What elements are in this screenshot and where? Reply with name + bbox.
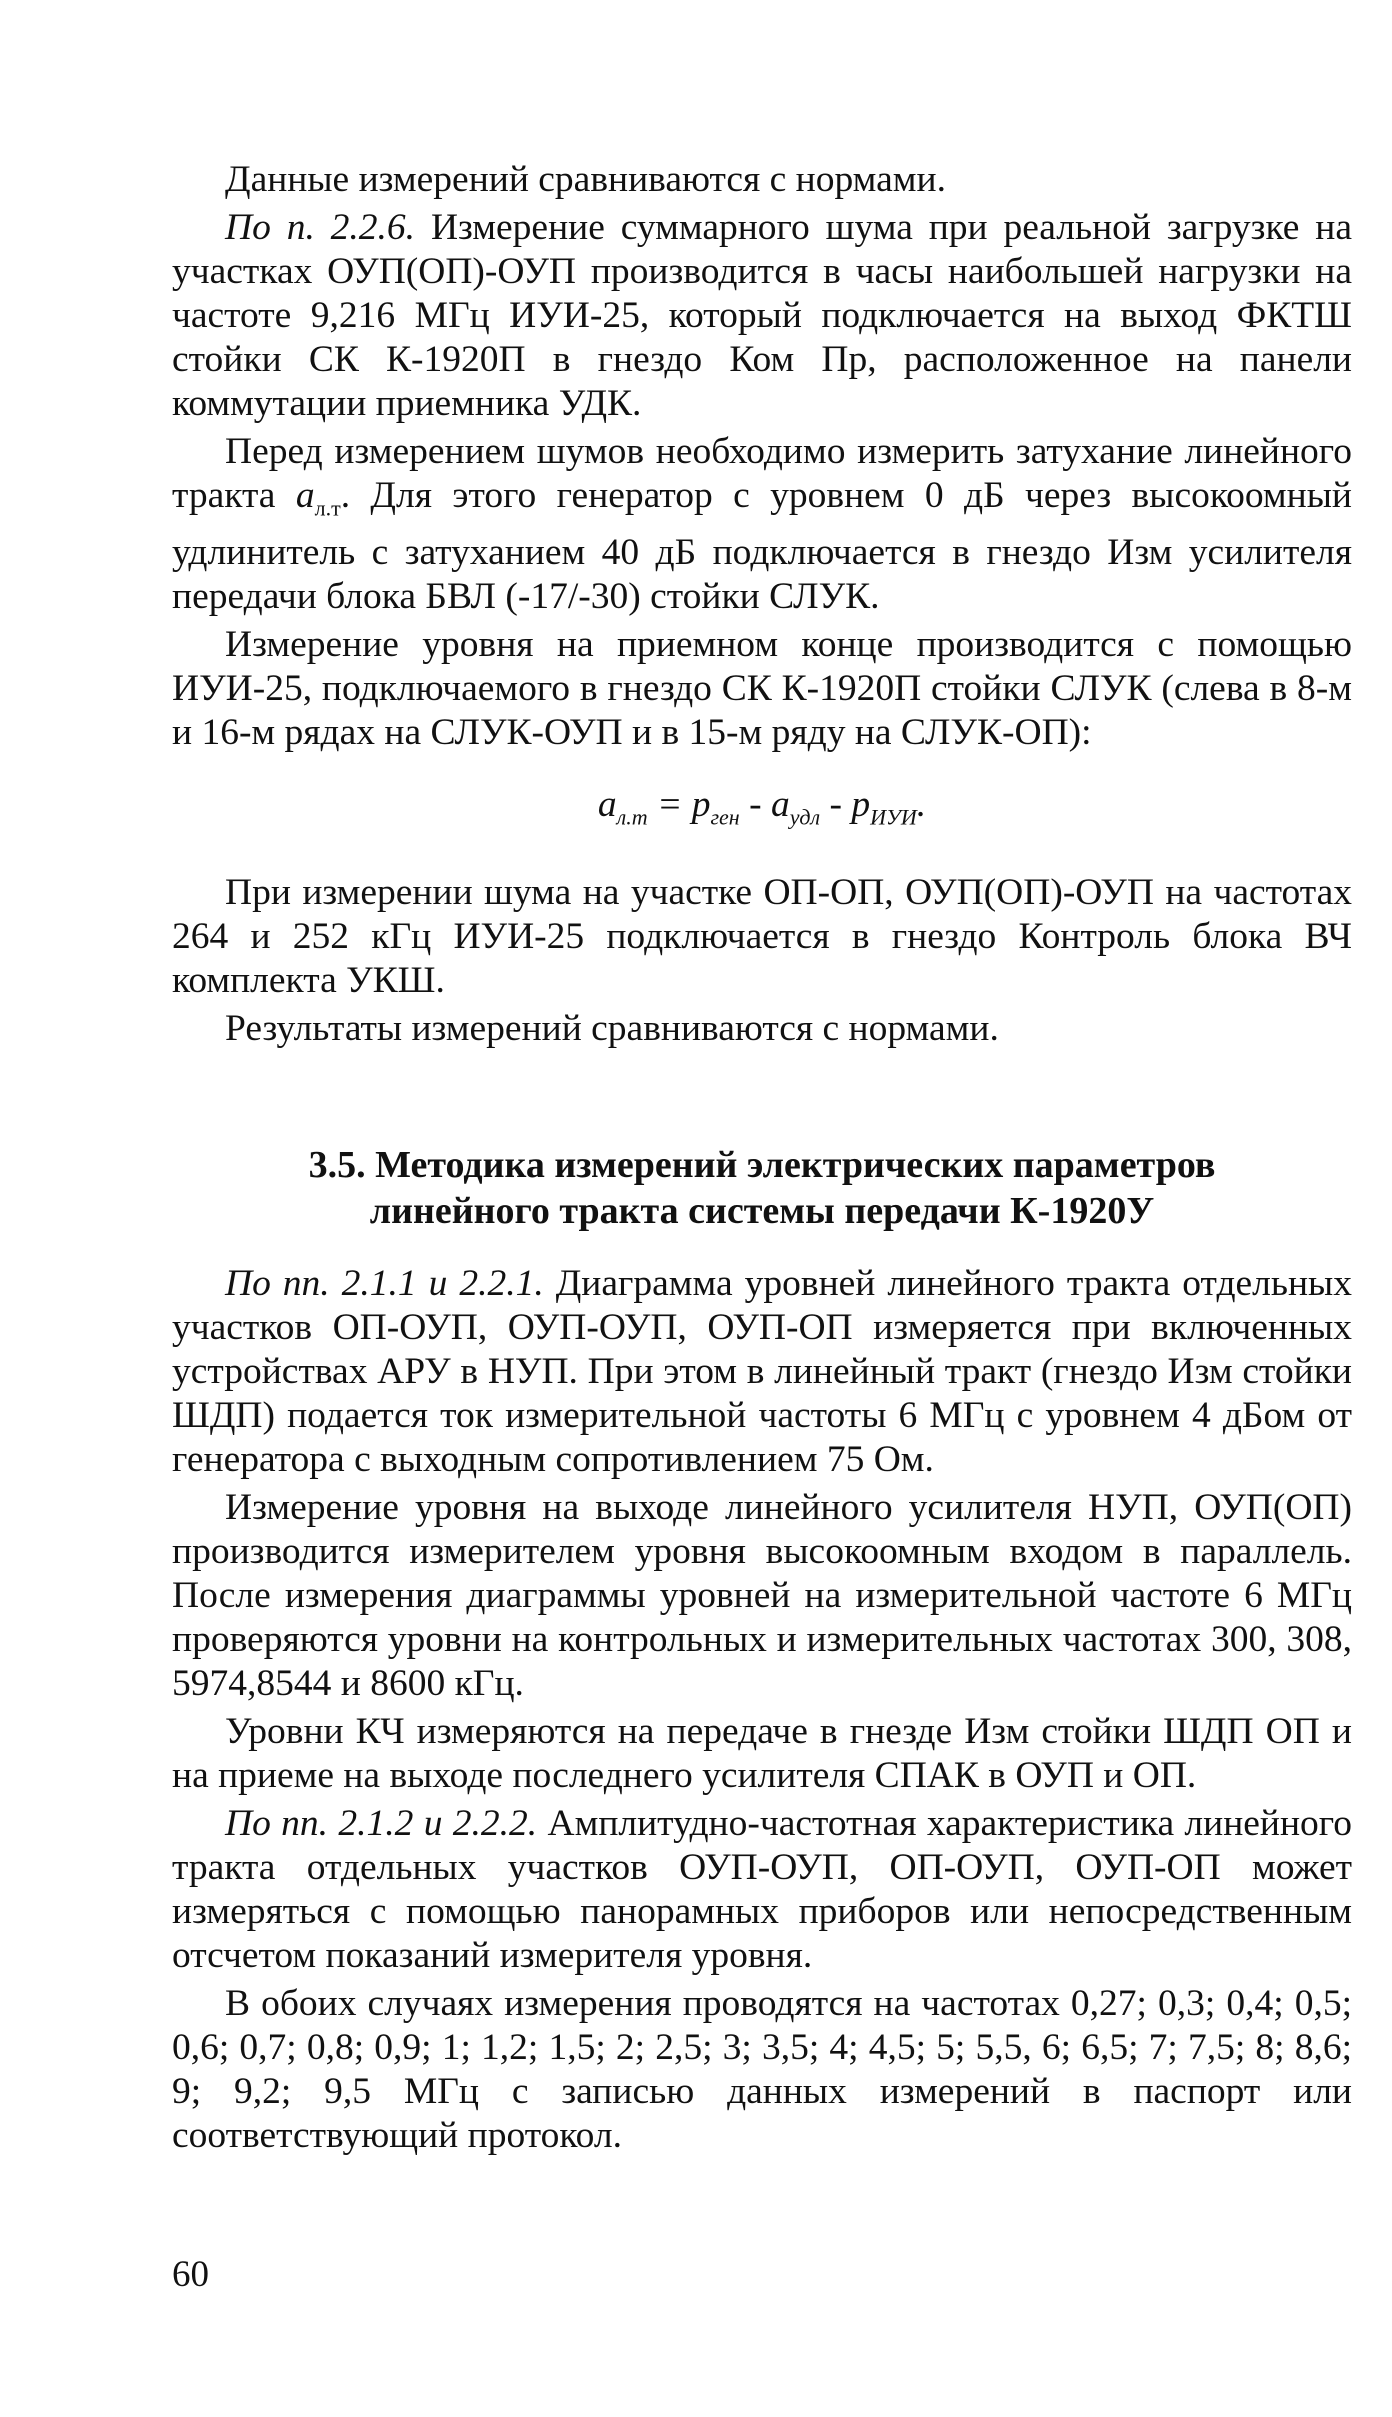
section-heading-line: линейного тракта системы передачи К-1920У <box>369 1190 1155 1232</box>
formula-subscript: ген <box>710 804 740 829</box>
section-heading-line: 3.5. Методика измерений электрических параметров <box>308 1144 1216 1186</box>
formula-operator: - <box>739 783 771 825</box>
paragraph: Результаты измерений сравниваются с нормами. <box>225 1008 999 1049</box>
paragraph <box>172 430 1352 619</box>
paragraph: Измерение уровня на приемном конце производится с помощью ИУИ-25, подключаемого в гнездо СК К-1920П стойки СЛУК (слева в 8-м и 16-м рядах на СЛУК-ОУП и в 15-м ряду на СЛУК-ОП): <box>172 623 1352 753</box>
formula-operator: . <box>916 783 927 825</box>
formula-operator: = <box>647 783 692 825</box>
paragraph-text: . Для этого генератор с уровнем 0 дБ через высокоомный удлинитель с затуханием 40 дБ подключается в гнездо Изм усилителя передачи блока БВЛ (-17/-30) стойки СЛУК. <box>172 475 1352 617</box>
formula-subscript: л.т <box>616 804 648 829</box>
paragraph: Данные измерений сравниваются с нормами. <box>225 159 946 200</box>
paragraph <box>172 1262 1352 1482</box>
symbol: a <box>295 475 315 516</box>
paragraph: Измерение уровня на выходе линейного усилителя НУП, ОУП(ОП) производится измерителем уровня высокоомным входом в параллель. После измерения диаграммы уровней на измерительной частоте 6 МГц проверяются уровни на контрольных и измерительных частотах 300, 308, 5974,8544 и 8600 кГц. <box>172 1487 1352 1704</box>
formula <box>172 783 1352 840</box>
paragraph-text: Измерение суммарного шума при реальной загрузке на участках ОУП(ОП)-ОУП производится в часы наибольшей нагрузки на частоте 9,216 МГц ИУИ-25, который подключается на выход ФКТШ стойки СК К-1920П в гнездо Ком Пр, расположенное на панели коммутации приемника УДК. <box>172 207 1353 424</box>
text-block-lower <box>172 1262 1352 2162</box>
paragraph <box>172 206 1352 426</box>
paragraph-reference: По пп. 2.1.2 и 2.2.2. <box>225 1803 538 1844</box>
paragraph-reference: По пп. 2.1.1 и 2.2.1. <box>225 1263 544 1304</box>
formula-subscript: ИУИ <box>870 804 917 829</box>
paragraph-text: Перед измерением шумов необходимо измерить затухание линейного тракта <box>172 431 1352 516</box>
paragraph: В обоих случаях измерения проводятся на частотах 0,27; 0,3; 0,4; 0,5; 0,6; 0,7; 0,8; 0,9; 1; 1,2; 1,5; 2; 2,5; 3; 3,5; 4; 4,5; 5; 5,5, 6; 6,5; 7; 7,5; 8; 8,6; 9; 9,2; 9,5 МГц с записью данных измерений в паспорт или соответствующий протокол. <box>172 1983 1352 2156</box>
section-heading <box>172 1142 1352 1234</box>
paragraph-text: Диаграмма уровней линейного тракта отдельных участков ОП-ОУП, ОУП-ОУП, ОУП-ОП измеряется при включенных устройствах АРУ в НУП. При этом в линейный тракт (гнездо Изм стойки ШДП) подается ток измерительной частоты 6 МГц с уровнем 4 дБом от генератора с выходным сопротивлением 75 Ом. <box>172 1263 1353 1480</box>
formula-term: p <box>691 783 711 825</box>
formula-term: p <box>851 783 871 825</box>
text-block-upper <box>172 158 1352 1055</box>
page-number: 60 <box>172 2254 209 2295</box>
formula-subscript: удл <box>789 804 821 829</box>
paragraph-reference: По п. 2.2.6. <box>225 207 416 248</box>
formula-term: a <box>597 783 617 825</box>
paragraph: При измерении шума на участке ОП-ОП, ОУП(ОП)-ОУП на частотах 264 и 252 кГц ИУИ-25 подключается в гнездо Контроль блока ВЧ комплекта УКШ. <box>172 872 1352 1001</box>
formula-operator: - <box>820 783 852 825</box>
formula-term: a <box>770 783 790 825</box>
paragraph: Уровни КЧ измеряются на передаче в гнезде Изм стойки ШДП ОП и на приеме на выходе последнего усилителя СПАК в ОУП и ОП. <box>172 1711 1352 1796</box>
paragraph <box>172 1802 1352 1978</box>
symbol-subscript: л.т <box>314 495 341 521</box>
paragraph-text: Амплитудно-частотная характеристика линейного тракта отдельных участков ОУП-ОУП, ОП-ОУП, ОУП-ОП может измеряться с помощью панорамных приборов или непосредственным отсчетом показаний измерителя уровня. <box>172 1803 1353 1976</box>
